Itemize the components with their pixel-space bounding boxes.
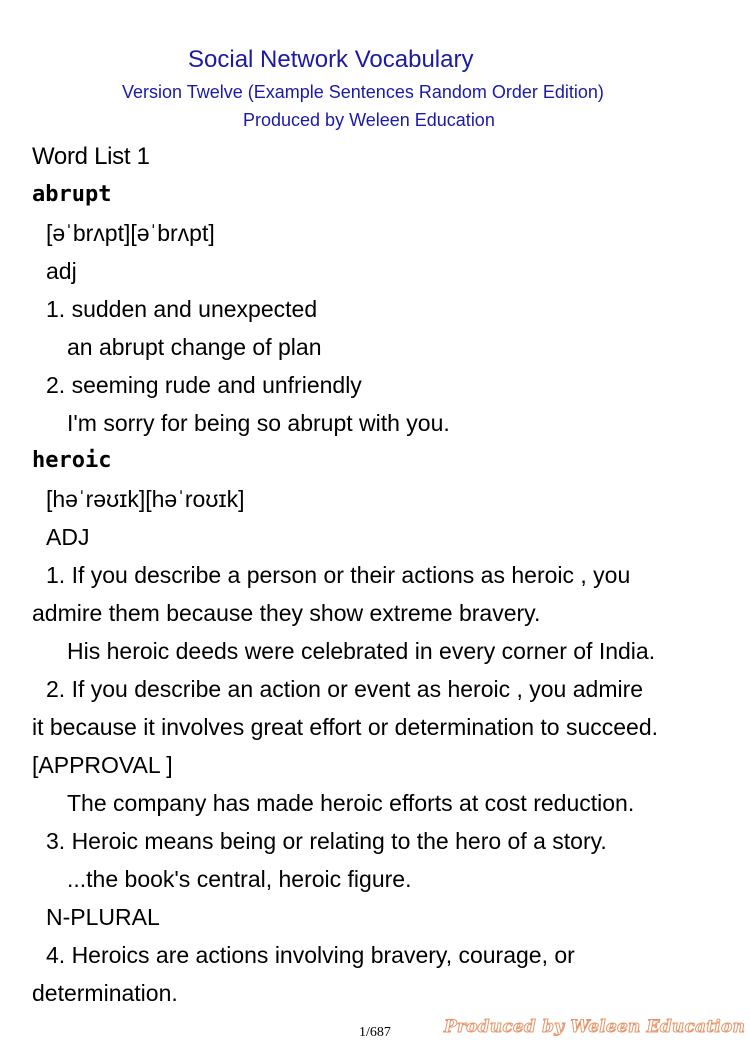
definition: 1. sudden and unexpected: [46, 296, 318, 322]
part-of-speech: N-PLURAL: [46, 904, 160, 930]
page-number: 1/687: [359, 1025, 391, 1040]
pronunciation-abrupt: [əˈbrʌpt][əˈbrʌpt]: [46, 220, 215, 246]
example-sentence: His heroic deeds were celebrated in every corner of India.: [67, 638, 656, 664]
definition: 3. Heroic means being or relating to the hero of a story.: [46, 828, 607, 854]
document-subtitle: Version Twelve (Example Sentences Random Order Edition): [122, 82, 604, 102]
example-sentence: The company has made heroic efforts at cost reduction.: [67, 790, 635, 816]
definition: 1. If you describe a person or their actions as heroic , you: [46, 562, 631, 588]
example-sentence: ...the book's central, heroic figure.: [67, 866, 412, 892]
headword-heroic: heroic: [32, 448, 112, 473]
definition-continued: determination.: [32, 980, 178, 1006]
definition-continued: admire them because they show extreme bravery.: [32, 600, 541, 626]
pronunciation-heroic: [həˈrəʊɪk][həˈroʊɪk]: [46, 486, 245, 512]
part-of-speech: ADJ: [46, 524, 90, 550]
definition: 2. If you describe an action or event as heroic , you admire: [46, 676, 644, 702]
definition: 2. seeming rude and unfriendly: [46, 372, 362, 398]
headword-abrupt: abrupt: [32, 182, 112, 207]
example-sentence: I'm sorry for being so abrupt with you.: [67, 410, 450, 436]
part-of-speech: adj: [46, 258, 77, 284]
document-title: Social Network Vocabulary: [188, 46, 474, 73]
document-producer: Produced by Weleen Education: [243, 110, 495, 130]
word-list-heading: Word List 1: [32, 143, 150, 170]
example-sentence: an abrupt change of plan: [67, 334, 322, 360]
definition-continued: it because it involves great effort or determination to succeed.: [32, 714, 659, 740]
usage-label: [APPROVAL ]: [32, 752, 173, 778]
watermark-text: Produced by Weleen Education: [444, 1017, 746, 1037]
vocabulary-content: [32, 138, 732, 1012]
definition: 4. Heroics are actions involving bravery, courage, or: [46, 942, 575, 968]
